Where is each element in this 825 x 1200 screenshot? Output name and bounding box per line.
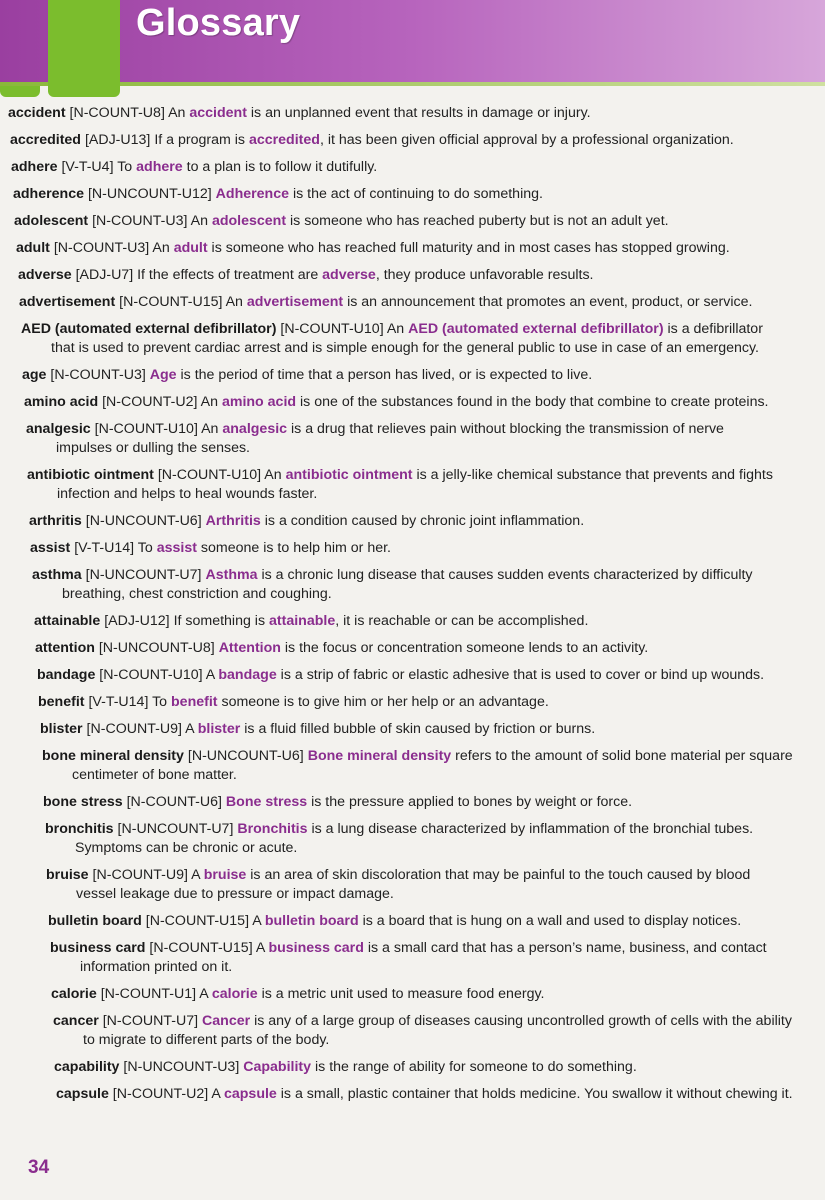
page-title: Glossary — [136, 2, 301, 44]
entry-text-pre: An — [264, 467, 282, 483]
entry-text-post: is a metric unit used to measure food energy. — [261, 986, 545, 1002]
entry-text-post: someone is to give him or her help or an advantage. — [221, 694, 549, 710]
entry-text-pre: To — [117, 159, 133, 175]
entry-text-pre: If something is — [173, 613, 266, 629]
glossary-entry — [37, 666, 807, 685]
entry-term: bone mineral density — [42, 748, 184, 764]
glossary-entry — [45, 820, 807, 858]
entry-grammar: [N-UNCOUNT-U7] — [117, 821, 234, 837]
entry-term: adherence — [13, 186, 84, 202]
entry-text-pre: If a program is — [154, 132, 246, 148]
entry-grammar: [N-COUNT-U2] — [112, 1086, 209, 1102]
glossary-entry — [43, 793, 807, 812]
entry-text-post: is the range of ability for someone to do something. — [315, 1059, 637, 1075]
entry-term: antibiotic ointment — [27, 467, 154, 483]
entry-grammar: [ADJ-U13] — [84, 132, 151, 148]
entry-text-pre: To — [137, 540, 153, 556]
entry-grammar: [N-COUNT-U1] — [100, 986, 197, 1002]
entry-highlight-term: bandage — [218, 667, 277, 683]
entry-term: accredited — [10, 132, 81, 148]
entry-text-post: is a fluid filled bubble of skin caused by friction or burns. — [244, 721, 596, 737]
entry-grammar: [N-UNCOUNT-U12] — [87, 186, 212, 202]
entry-text-pre: A — [255, 940, 265, 956]
entry-continuation: Symptoms can be chronic or acute. — [75, 840, 298, 856]
entry-highlight-term: analgesic — [222, 421, 288, 437]
glossary-entries — [0, 104, 825, 1112]
entry-text-pre: An — [190, 213, 208, 229]
entry-highlight-term: blister — [197, 721, 241, 737]
entry-text-post: is someone who has reached puberty but is not an adult yet. — [290, 213, 669, 229]
entry-highlight-term: Cancer — [202, 1013, 251, 1029]
entry-text-pre: If the effects of treatment are — [137, 267, 319, 283]
entry-text-pre: An — [201, 421, 219, 437]
entry-term: bandage — [37, 667, 96, 683]
entry-continuation: to migrate to different parts of the body. — [83, 1032, 330, 1048]
entry-text-post: is a jelly-like chemical substance that prevents and fights — [416, 467, 773, 483]
entry-text-post: is the period of time that a person has lived, or is expected to live. — [180, 367, 593, 383]
entry-grammar: [N-COUNT-U10] — [280, 321, 384, 337]
entry-text-post: is a defibrillator — [667, 321, 763, 337]
entry-text-pre: An — [168, 105, 186, 121]
entry-text-post: is a drug that relieves pain without blocking the transmission of nerve — [291, 421, 724, 437]
entry-term: arthritis — [29, 513, 82, 529]
glossary-entry — [42, 747, 807, 785]
entry-highlight-term: adolescent — [211, 213, 287, 229]
entry-term: capability — [54, 1059, 120, 1075]
entry-grammar: [N-COUNT-U15] — [145, 913, 250, 929]
entry-continuation: vessel leakage due to pressure or impact damage. — [76, 886, 394, 902]
entry-text-post: is a board that is hung on a wall and used to display notices. — [362, 913, 742, 929]
entry-text-post: , they produce unfavorable results. — [375, 267, 594, 283]
glossary-entry — [34, 612, 807, 631]
glossary-entry — [40, 720, 807, 739]
glossary-entry — [19, 293, 807, 312]
entry-highlight-term: Bronchitis — [237, 821, 308, 837]
entry-grammar: [N-COUNT-U7] — [102, 1013, 199, 1029]
entry-text-post: , it is reachable or can be accomplished. — [335, 613, 589, 629]
entry-term: adverse — [18, 267, 72, 283]
entry-grammar: [N-COUNT-U3] — [92, 213, 188, 229]
glossary-entry — [26, 420, 807, 458]
entry-highlight-term: Bone mineral density — [307, 748, 452, 764]
entry-text-pre: An — [152, 240, 170, 256]
glossary-entry — [38, 693, 807, 712]
glossary-entry — [22, 366, 807, 385]
entry-term: blister — [40, 721, 83, 737]
entry-term: calorie — [51, 986, 97, 1002]
glossary-entry — [27, 466, 807, 504]
entry-highlight-term: calorie — [211, 986, 258, 1002]
entry-highlight-term: antibiotic ointment — [285, 467, 413, 483]
entry-continuation: breathing, chest constriction and coughing. — [62, 586, 332, 602]
entry-highlight-term: Adherence — [215, 186, 289, 202]
entry-highlight-term: bulletin board — [264, 913, 359, 929]
glossary-entry — [24, 393, 807, 412]
entry-text-post: is a small, plastic container that holds medicine. You swallow it without chewing it. — [280, 1086, 793, 1102]
entry-term: accident — [8, 105, 66, 121]
entry-grammar: [N-UNCOUNT-U8] — [98, 640, 215, 656]
entry-continuation: centimeter of bone matter. — [72, 767, 237, 783]
green-tab-right — [48, 0, 120, 97]
entry-text-pre: A — [211, 1086, 221, 1102]
glossary-entry — [35, 639, 807, 658]
entry-text-pre: A — [199, 986, 208, 1002]
entry-text-pre: To — [152, 694, 168, 710]
entry-continuation: impulses or dulling the senses. — [56, 440, 250, 456]
entry-text-post: to a plan is to follow it dutifully. — [186, 159, 378, 175]
glossary-entry — [21, 320, 807, 358]
entry-term: attention — [35, 640, 95, 656]
entry-grammar: [V-T-U14] — [88, 694, 149, 710]
entry-term: bronchitis — [45, 821, 114, 837]
entry-text-post: is a lung disease characterized by inflammation of the bronchial tubes. — [311, 821, 754, 837]
entry-text-post: is an unplanned event that results in damage or injury. — [250, 105, 591, 121]
entry-term: asthma — [32, 567, 82, 583]
entry-continuation: that is used to prevent cardiac arrest and is simple enough for the general public to use in case of an emergency. — [51, 340, 759, 356]
entry-term: adhere — [11, 159, 58, 175]
glossary-entry — [32, 566, 807, 604]
entry-grammar: [N-COUNT-U9] — [86, 721, 182, 737]
entry-term: AED (automated external defibrillator) — [21, 321, 277, 337]
glossary-entry — [18, 266, 807, 285]
entry-highlight-term: attainable — [269, 613, 336, 629]
entry-grammar: [ADJ-U12] — [104, 613, 170, 629]
entry-grammar: [N-UNCOUNT-U6] — [85, 513, 202, 529]
entry-grammar: [N-COUNT-U10] — [94, 421, 198, 437]
glossary-entry — [53, 1012, 807, 1050]
glossary-entry — [56, 1085, 807, 1104]
entry-term: benefit — [38, 694, 85, 710]
entry-highlight-term: accident — [189, 105, 247, 121]
entry-text-post: is someone who has reached full maturity and in most cases has stopped growing. — [211, 240, 730, 256]
entry-highlight-term: Attention — [218, 640, 281, 656]
entry-text-post: is a small card that has a person’s name, business, and contact — [367, 940, 767, 956]
entry-highlight-term: Bone stress — [225, 794, 308, 810]
entry-text-post: refers to the amount of solid bone material per square — [455, 748, 793, 764]
entry-term: analgesic — [26, 421, 91, 437]
entry-term: attainable — [34, 613, 101, 629]
header-banner — [0, 0, 825, 82]
entry-term: bone stress — [43, 794, 123, 810]
entry-term: adolescent — [14, 213, 89, 229]
entry-grammar: [N-COUNT-U15] — [149, 940, 253, 956]
entry-continuation: information printed on it. — [80, 959, 233, 975]
entry-highlight-term: Asthma — [205, 567, 258, 583]
entry-grammar: [N-COUNT-U15] — [119, 294, 223, 310]
entry-text-post: is one of the substances found in the body that combine to create proteins. — [300, 394, 769, 410]
entry-term: cancer — [53, 1013, 99, 1029]
glossary-entry — [48, 912, 807, 931]
entry-highlight-term: AED (automated external defibrillator) — [408, 321, 664, 337]
glossary-entry — [10, 131, 807, 150]
entry-term: business card — [50, 940, 146, 956]
entry-text-post: is a condition caused by chronic joint inflammation. — [264, 513, 585, 529]
glossary-entry — [54, 1058, 807, 1077]
entry-grammar: [N-COUNT-U6] — [126, 794, 222, 810]
entry-grammar: [ADJ-U7] — [75, 267, 134, 283]
entry-text-post: is a strip of fabric or elastic adhesive that is used to cover or bind up wounds. — [280, 667, 765, 683]
entry-text-post: is the pressure applied to bones by weight or force. — [311, 794, 633, 810]
entry-grammar: [N-COUNT-U3] — [53, 240, 150, 256]
entry-text-pre: An — [200, 394, 218, 410]
entry-grammar: [N-COUNT-U8] — [69, 105, 165, 121]
entry-text-pre: A — [185, 721, 194, 737]
glossary-entry — [46, 866, 807, 904]
entry-text-post: , it has been given official approval by a professional organization. — [319, 132, 734, 148]
glossary-entry — [51, 985, 807, 1004]
glossary-entry — [29, 512, 807, 531]
entry-text-post: someone is to help him or her. — [200, 540, 391, 556]
entry-text-post: is an area of skin discoloration that may be painful to the touch caused by blood — [250, 867, 751, 883]
entry-term: age — [22, 367, 47, 383]
entry-highlight-term: assist — [156, 540, 197, 556]
entry-grammar: [N-UNCOUNT-U3] — [123, 1059, 240, 1075]
entry-text-post: is the focus or concentration someone lends to an activity. — [284, 640, 649, 656]
entry-highlight-term: capsule — [223, 1086, 277, 1102]
entry-grammar: [N-UNCOUNT-U7] — [85, 567, 202, 583]
entry-highlight-term: Capability — [243, 1059, 312, 1075]
page-number: 34 — [28, 1157, 50, 1178]
entry-grammar: [N-COUNT-U9] — [92, 867, 188, 883]
entry-term: capsule — [56, 1086, 109, 1102]
entry-text-post: is an announcement that promotes an event, product, or service. — [347, 294, 753, 310]
entry-highlight-term: business card — [268, 940, 364, 956]
entry-grammar: [N-COUNT-U10] — [157, 467, 262, 483]
entry-text-post: is the act of continuing to do something. — [292, 186, 543, 202]
entry-highlight-term: accredited — [248, 132, 320, 148]
glossary-entry — [8, 104, 807, 123]
entry-highlight-term: Age — [149, 367, 177, 383]
entry-grammar: [V-T-U4] — [61, 159, 114, 175]
entry-term: bulletin board — [48, 913, 142, 929]
entry-text-pre: A — [252, 913, 261, 929]
entry-text-post: is a chronic lung disease that causes sudden events characterized by difficulty — [261, 567, 753, 583]
glossary-entry — [13, 185, 807, 204]
entry-highlight-term: bruise — [203, 867, 247, 883]
entry-term: assist — [30, 540, 71, 556]
entry-term: bruise — [46, 867, 89, 883]
entry-text-pre: A — [191, 867, 200, 883]
entry-highlight-term: advertisement — [246, 294, 344, 310]
glossary-entry — [30, 539, 807, 558]
entry-text-post: is any of a large group of diseases causing uncontrolled growth of cells with the ability — [254, 1013, 792, 1029]
entry-grammar: [N-COUNT-U10] — [99, 667, 203, 683]
glossary-entry — [14, 212, 807, 231]
entry-text-pre: An — [386, 321, 405, 337]
entry-grammar: [N-COUNT-U2] — [102, 394, 198, 410]
header-underline — [0, 82, 825, 86]
entry-term: advertisement — [19, 294, 116, 310]
glossary-entry — [50, 939, 807, 977]
entry-highlight-term: amino acid — [221, 394, 297, 410]
entry-highlight-term: Arthritis — [205, 513, 261, 529]
entry-continuation: infection and helps to heal wounds faster. — [57, 486, 318, 502]
entry-grammar: [V-T-U14] — [74, 540, 135, 556]
glossary-entry — [16, 239, 807, 258]
entry-highlight-term: adhere — [136, 159, 183, 175]
entry-highlight-term: adverse — [322, 267, 376, 283]
glossary-entry — [11, 158, 807, 177]
entry-highlight-term: adult — [173, 240, 208, 256]
entry-text-pre: An — [225, 294, 243, 310]
entry-term: amino acid — [24, 394, 99, 410]
entry-grammar: [N-UNCOUNT-U6] — [187, 748, 304, 764]
entry-highlight-term: benefit — [171, 694, 218, 710]
entry-term: adult — [16, 240, 50, 256]
entry-grammar: [N-COUNT-U3] — [50, 367, 146, 383]
entry-text-pre: A — [205, 667, 215, 683]
